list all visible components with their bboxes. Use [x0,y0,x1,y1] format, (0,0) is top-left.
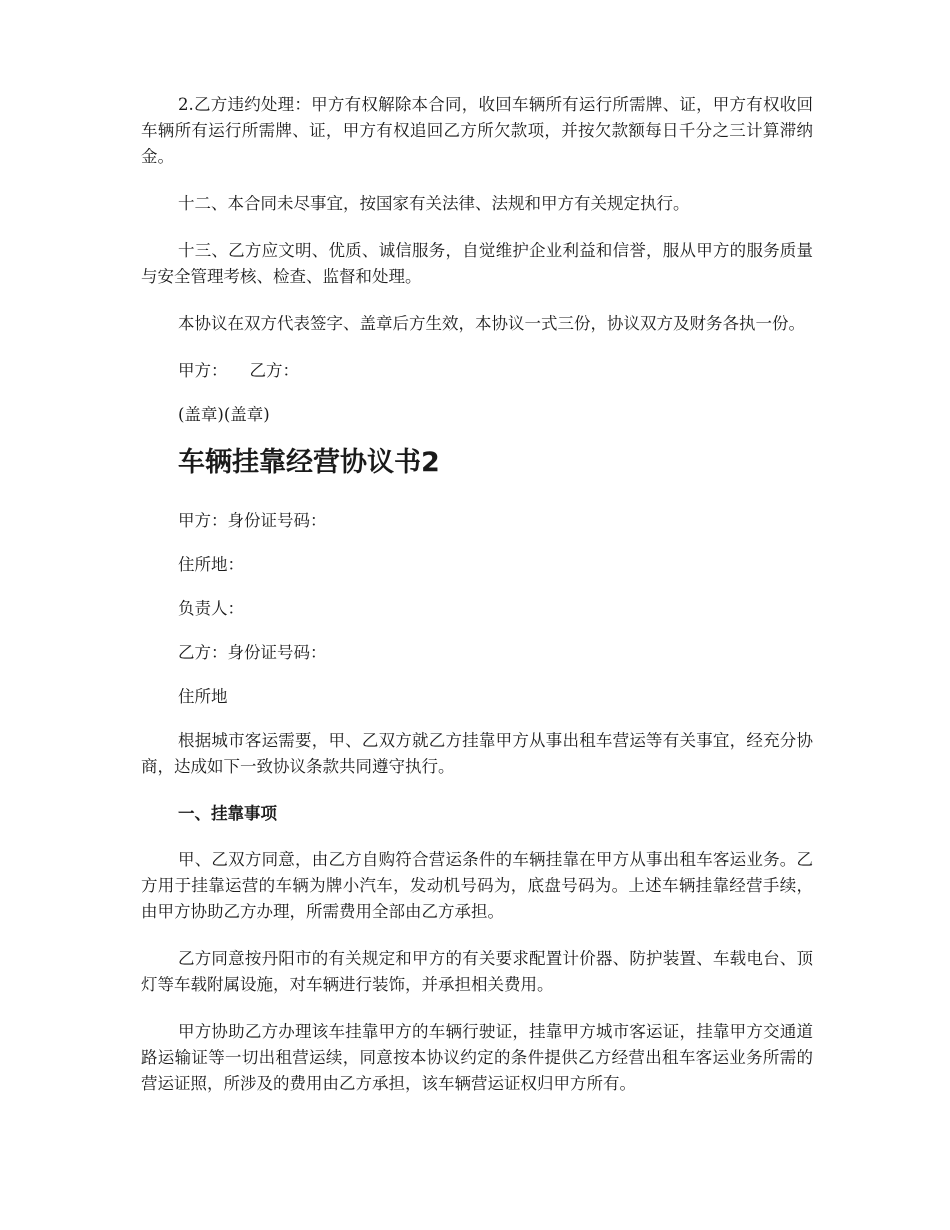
party-a-id-line: 甲方：身份证号码： [178,511,327,530]
party-b-address-line: 住所地 [178,687,228,706]
paragraph-section1-equipment: 乙方同意按丹阳市的有关规定和甲方的有关要求配置计价器、防护装置、车载电台、顶灯等车载附属设施，对车辆进行装饰，并承担相关费用。 [141,949,813,994]
section-heading-1: 一、挂靠事项 [178,804,277,823]
paragraph-section1-licenses: 甲方协助乙方办理该车挂靠甲方的车辆行驶证，挂靠甲方城市客运证，挂靠甲方交通道路运输证等一切出租营运续，同意按本协议约定的条件提供乙方经营出租车客运业务所需的营运证照，所涉及的费用由乙方承担，该车辆营运证权归甲方所有。 [141,1022,813,1093]
paragraph-clause-12: 十二、本合同未尽事宜，按国家有关法律、法规和甲方有关规定执行。 [178,194,690,213]
signature-line [141,358,813,384]
paragraph-intro: 根据城市客运需要，甲、乙双方就乙方挂靠甲方从事出租车营运等有关事宜，经充分协商，达成如下一致协议条款共同遵守执行。 [141,731,813,776]
paragraph-breach-handling: 2.乙方违约处理：甲方有权解除本合同，收回车辆所有运行所需牌、证，甲方有权收回车辆所有运行所需牌、证，甲方有权追回乙方所欠款项，并按欠款额每日千分之三计算滞纳金。 [141,95,813,166]
paragraph-section1-vehicle: 甲、乙双方同意，由乙方自购符合营运条件的车辆挂靠在甲方从事出租车客运业务。乙方用于挂靠运营的车辆为牌小汽车，发动机号码为，底盘号码为。上述车辆挂靠经营手续，由甲方协助乙方办理，所需费用全部由乙方承担。 [141,850,813,921]
party-b-sign-label: 乙方： [249,361,299,380]
party-a-address-line: 住所地： [178,555,244,574]
paragraph-effectiveness: 本协议在双方代表签字、盖章后方生效，本协议一式三份，协议双方及财务各执一份。 [178,314,805,333]
document-title-2: 车辆挂靠经营协议书2 [178,447,440,478]
seal-line: (盖章)(盖章) [178,405,270,424]
party-a-sign-label: 甲方： [178,361,228,380]
person-in-charge-line: 负责人： [178,599,244,618]
paragraph-clause-13: 十三、乙方应文明、优质、诚信服务，自觉维护企业利益和信誉，服从甲方的服务质量与安全管理考核、检查、监督和处理。 [141,241,813,286]
document-page [141,92,813,1118]
party-b-id-line: 乙方：身份证号码： [178,643,327,662]
